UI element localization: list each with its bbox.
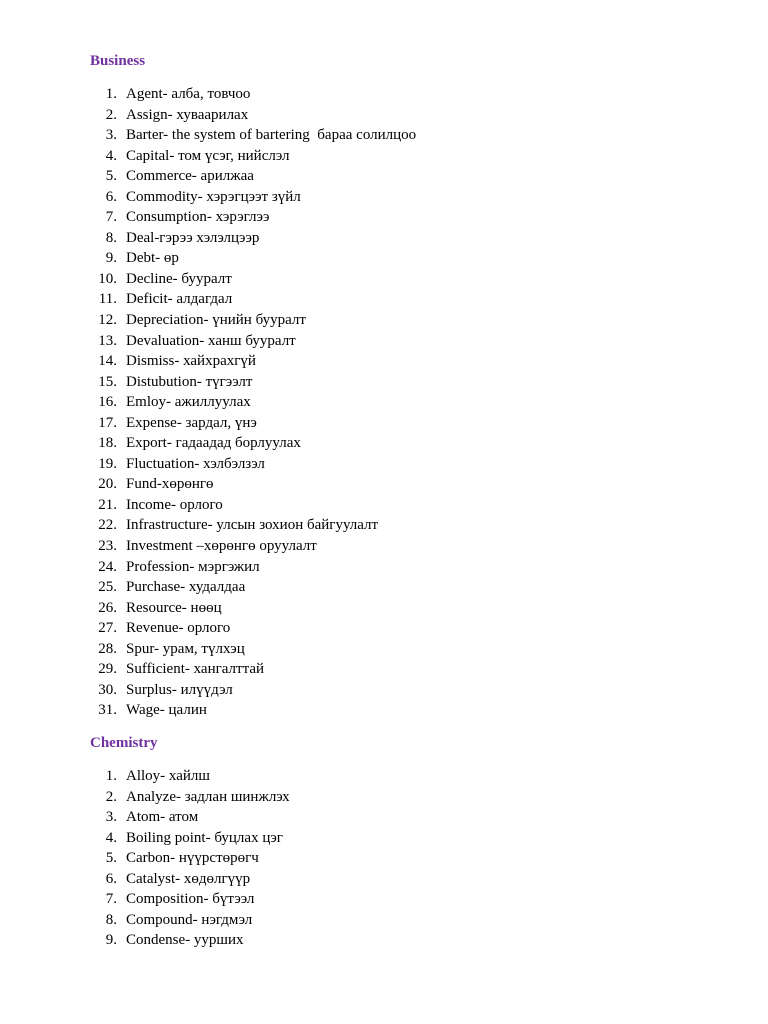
section-heading-chemistry: Chemistry	[90, 735, 158, 751]
list-item-term: Alloy- хайлш	[126, 768, 210, 784]
list-item-term: Barter- the system of bartering бараа солилцоо	[126, 127, 417, 144]
list-item-number: 13.	[98, 332, 117, 349]
list-item-term: Analyze- задлан шинжлэх	[126, 788, 290, 805]
list-item-term: Income- орлого	[126, 496, 223, 513]
list-item-term: Catalyst- хөдөлгүүр	[126, 870, 251, 887]
list-item-number: 12.	[98, 312, 117, 329]
list-item	[90, 248, 416, 269]
list-item-term: Debt- өр	[126, 250, 179, 267]
list-item-term: Carbon- нүүрстөрөгч	[126, 850, 259, 867]
list-item-number: 3.	[105, 809, 117, 826]
list-item-term: Atom- атом	[126, 809, 199, 826]
list-item-number: 8.	[105, 911, 117, 928]
list-item-number: 29.	[98, 661, 117, 678]
list-item-number: 6.	[105, 870, 117, 887]
list-item-term: Depreciation- үнийн бууралт	[126, 312, 306, 329]
list-item	[90, 766, 290, 787]
list-item	[90, 869, 290, 890]
list-item-number: 4.	[105, 147, 117, 164]
list-item-number: 22.	[98, 517, 117, 534]
list-item	[90, 392, 416, 413]
list-item-term: Deal-гэрээ хэлэлцээр	[126, 229, 260, 246]
list-item-number: 25.	[98, 579, 117, 596]
list-item-term: Expense- зардал, үнэ	[126, 414, 257, 431]
list-item-number: 7.	[105, 209, 117, 226]
list-item-number: 14.	[98, 353, 117, 370]
list-item-term: Infrastructure- улсын зохион байгуулалт	[126, 517, 379, 534]
list-item	[90, 105, 416, 126]
list-item-number: 20.	[98, 476, 117, 493]
list-item-number: 2.	[105, 788, 117, 805]
list-item	[90, 454, 416, 475]
list-item-term: Investment –хөрөнгө оруулалт	[126, 538, 317, 555]
list-item-number: 3.	[105, 127, 117, 144]
list-item-number: 26.	[98, 599, 117, 616]
list-item	[90, 848, 290, 869]
list-item	[90, 269, 416, 290]
list-item-term: Revenue- орлого	[126, 620, 231, 637]
list-item	[90, 536, 416, 557]
list-item-term: Sufficient- хангалттай	[126, 661, 265, 678]
list-item-number: 1.	[105, 768, 117, 784]
list-item	[90, 639, 416, 660]
list-item	[90, 930, 290, 951]
list-item-number: 16.	[98, 394, 117, 411]
list-item	[90, 700, 416, 721]
list-item-number: 18.	[98, 435, 117, 452]
list-item-number: 6.	[105, 188, 117, 205]
business-vocab-list	[90, 84, 416, 721]
list-item-number: 27.	[98, 620, 117, 637]
list-item	[90, 372, 416, 393]
list-item-term: Purchase- худалдаа	[126, 579, 246, 596]
list-item-term: Agent- алба, товчоо	[126, 86, 251, 102]
list-item	[90, 207, 416, 228]
list-item	[90, 889, 290, 910]
list-item	[90, 828, 290, 849]
list-item-term: Commerce- арилжаа	[126, 168, 254, 185]
list-item-term: Spur- урам, түлхэц	[126, 640, 245, 657]
list-item	[90, 84, 416, 105]
list-item-term: Fund-хөрөнгө	[126, 476, 214, 493]
list-item-term: Export- гадаадад борлуулах	[126, 435, 301, 452]
list-item-number: 2.	[105, 106, 117, 123]
list-item	[90, 228, 416, 249]
list-item-term: Commodity- хэрэгцээт зүйл	[126, 188, 301, 205]
list-item-number: 30.	[98, 681, 117, 698]
list-item-term: Deficit- алдагдал	[126, 291, 233, 308]
list-item-term: Composition- бүтээл	[126, 891, 255, 908]
list-item-term: Emloy- ажиллуулах	[126, 394, 251, 411]
list-item-number: 4.	[105, 829, 117, 846]
list-item-number: 19.	[98, 455, 117, 472]
list-item-number: 21.	[98, 496, 117, 513]
list-item	[90, 577, 416, 598]
list-item	[90, 413, 416, 434]
list-item-term: Assign- хуваарилах	[126, 106, 249, 123]
list-item	[90, 557, 416, 578]
list-item	[90, 125, 416, 146]
list-item	[90, 680, 416, 701]
list-item-number: 10.	[98, 270, 117, 287]
list-item-term: Fluctuation- хэлбэлзэл	[126, 455, 265, 472]
list-item-term: Decline- бууралт	[126, 270, 232, 287]
list-item-term: Resource- нөөц	[126, 599, 222, 616]
list-item-number: 24.	[98, 558, 117, 575]
list-item	[90, 433, 416, 454]
list-item-term: Dismiss- хайхрахгүй	[126, 353, 256, 370]
list-item	[90, 331, 416, 352]
list-item-number: 17.	[98, 414, 117, 431]
list-item	[90, 289, 416, 310]
list-item-number: 8.	[105, 229, 117, 246]
list-item	[90, 598, 416, 619]
list-item-number: 31.	[98, 702, 117, 719]
list-item-number: 23.	[98, 538, 117, 555]
list-item-term: Condense- ууршиx	[126, 932, 244, 949]
list-item	[90, 618, 416, 639]
list-item-term: Surplus- илүүдэл	[126, 681, 233, 698]
list-item	[90, 310, 416, 331]
list-item-number: 15.	[98, 373, 117, 390]
list-item-number: 1.	[105, 86, 117, 102]
list-item	[90, 910, 290, 931]
list-item	[90, 187, 416, 208]
list-item-number: 9.	[105, 932, 117, 949]
chemistry-vocab-list	[90, 766, 290, 951]
list-item	[90, 146, 416, 167]
list-item-term: Profession- мэргэжил	[126, 558, 260, 575]
list-item	[90, 659, 416, 680]
list-item-term: Wage- цалин	[126, 702, 207, 719]
list-item-number: 5.	[105, 168, 117, 185]
list-item	[90, 787, 290, 808]
list-item	[90, 166, 416, 187]
section-heading-business: Business	[90, 53, 146, 69]
list-item-number: 7.	[105, 891, 117, 908]
list-item-number: 28.	[98, 640, 117, 657]
list-item	[90, 807, 290, 828]
list-item	[90, 495, 416, 516]
list-item-number: 11.	[98, 291, 117, 308]
list-item	[90, 351, 416, 372]
list-item-term: Devaluation- ханш бууралт	[126, 332, 296, 349]
list-item-term: Capital- том үсэг, нийслэл	[126, 147, 290, 164]
list-item	[90, 515, 416, 536]
list-item-term: Boiling point- буцлах цэг	[126, 829, 283, 846]
list-item-number: 5.	[105, 850, 117, 867]
list-item-term: Consumption- хэрэглээ	[126, 209, 270, 226]
list-item	[90, 474, 416, 495]
list-item-term: Distubution- түгээлт	[126, 373, 253, 390]
list-item-term: Compound- нэгдмэл	[126, 911, 253, 928]
list-item-number: 9.	[105, 250, 117, 267]
